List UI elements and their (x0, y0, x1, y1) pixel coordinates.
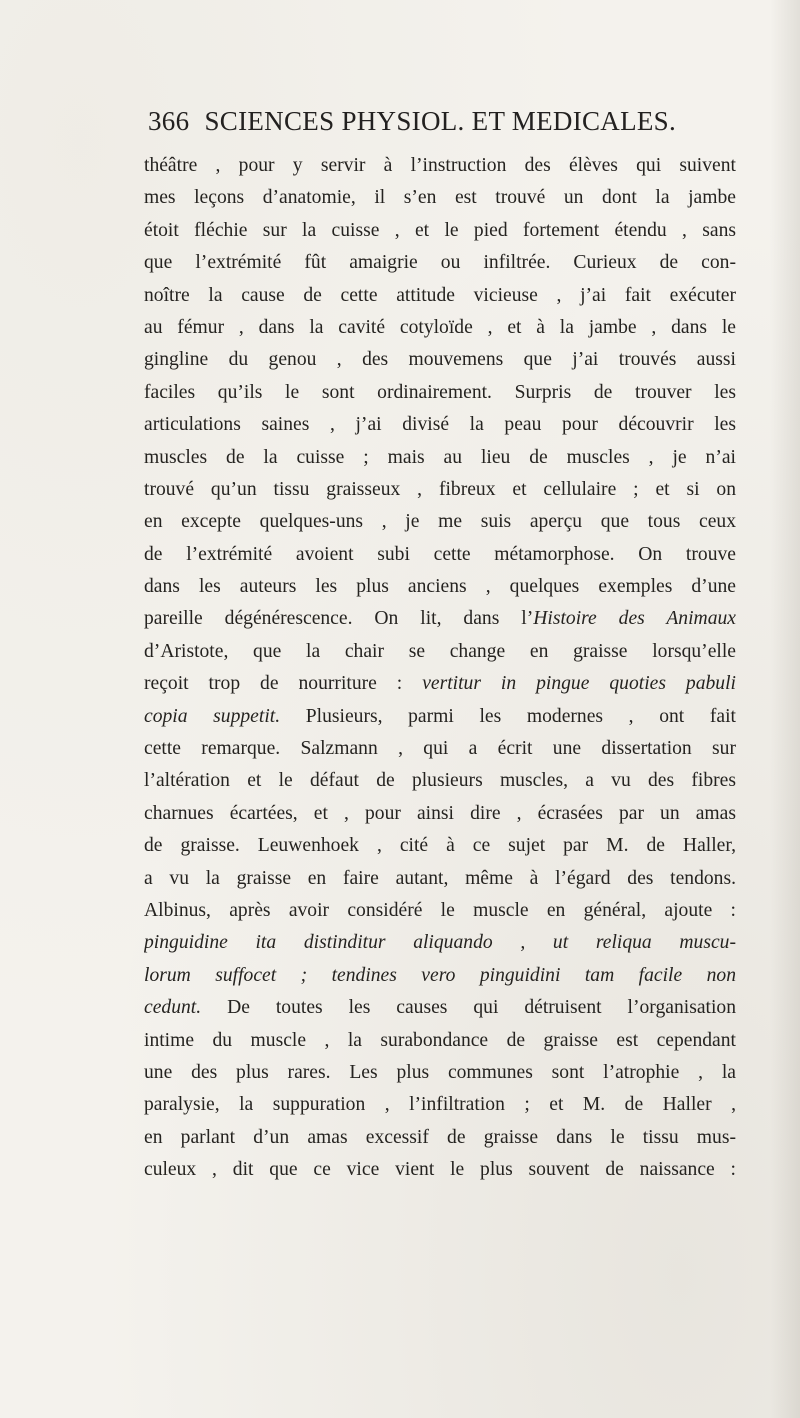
text-segment: de l’extrémité avoient subi cette métamorphose. On trouve (144, 543, 736, 565)
text-segment: articulations saines , j’ai divisé la peau pour découvrir les (144, 414, 736, 436)
text-line (144, 603, 736, 635)
text-segment: reçoit trop de nourriture : (144, 673, 423, 695)
text-segment: paralysie, la suppuration , l’infiltration ; et M. de Haller , (144, 1094, 736, 1116)
text-line (144, 377, 736, 409)
text-line (144, 409, 736, 441)
text-segment: De toutes les causes qui détruisent l’organisation (201, 997, 736, 1019)
running-header (148, 106, 708, 146)
text-line (144, 992, 736, 1024)
text-line (144, 182, 736, 214)
text-segment: une des plus rares. Les plus communes sont l’atrophie , la (144, 1061, 736, 1083)
text-segment: intime du muscle , la surabondance de graisse est cependant (144, 1029, 736, 1051)
text-line (144, 571, 736, 603)
text-line (144, 733, 736, 765)
text-line (144, 927, 736, 959)
text-segment: théâtre , pour y servir à l’instruction des élèves qui suivent (144, 155, 736, 176)
text-line (144, 506, 736, 538)
text-line (144, 1057, 736, 1089)
text-segment: muscles de la cuisse ; mais au lieu de muscles , je n’ai (144, 446, 736, 468)
text-line (144, 215, 736, 247)
text-line (144, 863, 736, 895)
body-text (144, 150, 736, 1390)
text-line (144, 442, 736, 474)
text-segment: pareille dégénérescence. On lit, dans l’ (144, 608, 534, 630)
italic-text-segment: copia suppetit. (144, 705, 281, 727)
page-number: 366 (148, 106, 190, 136)
text-line (144, 1025, 736, 1057)
text-segment: charnues écartées, et , pour ainsi dire , écrasées par un amas (144, 802, 736, 824)
text-line (144, 539, 736, 571)
text-segment: en excepte quelques-uns , je me suis aperçu que tous ceux (144, 511, 736, 533)
text-line (144, 247, 736, 279)
text-segment: Plusieurs, parmi les modernes , ont fait (280, 705, 736, 727)
text-line (144, 960, 736, 992)
italic-text-segment: Histoire des Animaux (533, 608, 736, 630)
text-line (144, 312, 736, 344)
italic-text-segment: lorum suffocet ; tendines vero pinguidini tam facile non (144, 964, 736, 986)
text-segment: de graisse. Leuwenhoek , cité à ce sujet par M. de Haller, (144, 835, 736, 857)
text-line (144, 830, 736, 862)
text-line (144, 798, 736, 830)
text-segment: noître la cause de cette attitude vicieuse , j’ai fait exécuter (144, 284, 736, 306)
text-line (144, 150, 736, 182)
page-edge-shadow (770, 0, 800, 1418)
text-segment: gingline du genou , des mouvemens que j’ai trouvés aussi (144, 349, 736, 371)
text-line (144, 636, 736, 668)
italic-text-segment: vertitur in pingue quoties pabuli (422, 673, 736, 695)
text-segment: dans les auteurs les plus anciens , quelques exemples d’une (144, 576, 736, 598)
text-segment: étoit fléchie sur la cuisse , et le pied fortement étendu , sans (144, 219, 736, 241)
text-segment: trouvé qu’un tissu graisseux , fibreux et cellulaire ; et si on (144, 478, 736, 500)
text-segment: culeux , dit que ce vice vient le plus souvent de naissance : (144, 1159, 736, 1181)
text-line (144, 1154, 736, 1186)
text-line (144, 474, 736, 506)
text-segment: Albinus, après avoir considéré le muscle en général, ajoute : (144, 899, 736, 921)
text-line (144, 1089, 736, 1121)
text-segment: en parlant d’un amas excessif de graisse dans le tissu mus- (144, 1126, 736, 1148)
text-line (144, 344, 736, 376)
text-segment: au fémur , dans la cavité cotyloïde , et à la jambe , dans le (144, 316, 736, 338)
text-segment: cette remarque. Salzmann , qui a écrit une dissertation sur (144, 738, 736, 760)
text-line (144, 895, 736, 927)
running-title: SCIENCES PHYSIOL. ET MEDICALES. (204, 106, 677, 136)
text-segment: a vu la graisse en faire autant, même à l’égard des tendons. (144, 867, 736, 889)
text-segment: mes leçons d’anatomie, il s’en est trouvé un dont la jambe (144, 187, 736, 209)
italic-text-segment: cedunt. (144, 997, 202, 1019)
text-line (144, 765, 736, 797)
text-line (144, 280, 736, 312)
text-segment: l’altération et le défaut de plusieurs muscles, a vu des fibres (144, 770, 736, 792)
text-line (144, 701, 736, 733)
text-segment: que l’extrémité fût amaigrie ou infiltrée. Curieux de con- (144, 252, 736, 274)
text-line (144, 1122, 736, 1154)
text-line (144, 668, 736, 700)
text-segment: d’Aristote, que la chair se change en graisse lorsqu’elle (144, 640, 736, 662)
italic-text-segment: pinguidine ita distinditur aliquando , ut reliqua muscu- (144, 932, 736, 954)
text-segment: faciles qu’ils le sont ordinairement. Surpris de trouver les (144, 381, 736, 403)
